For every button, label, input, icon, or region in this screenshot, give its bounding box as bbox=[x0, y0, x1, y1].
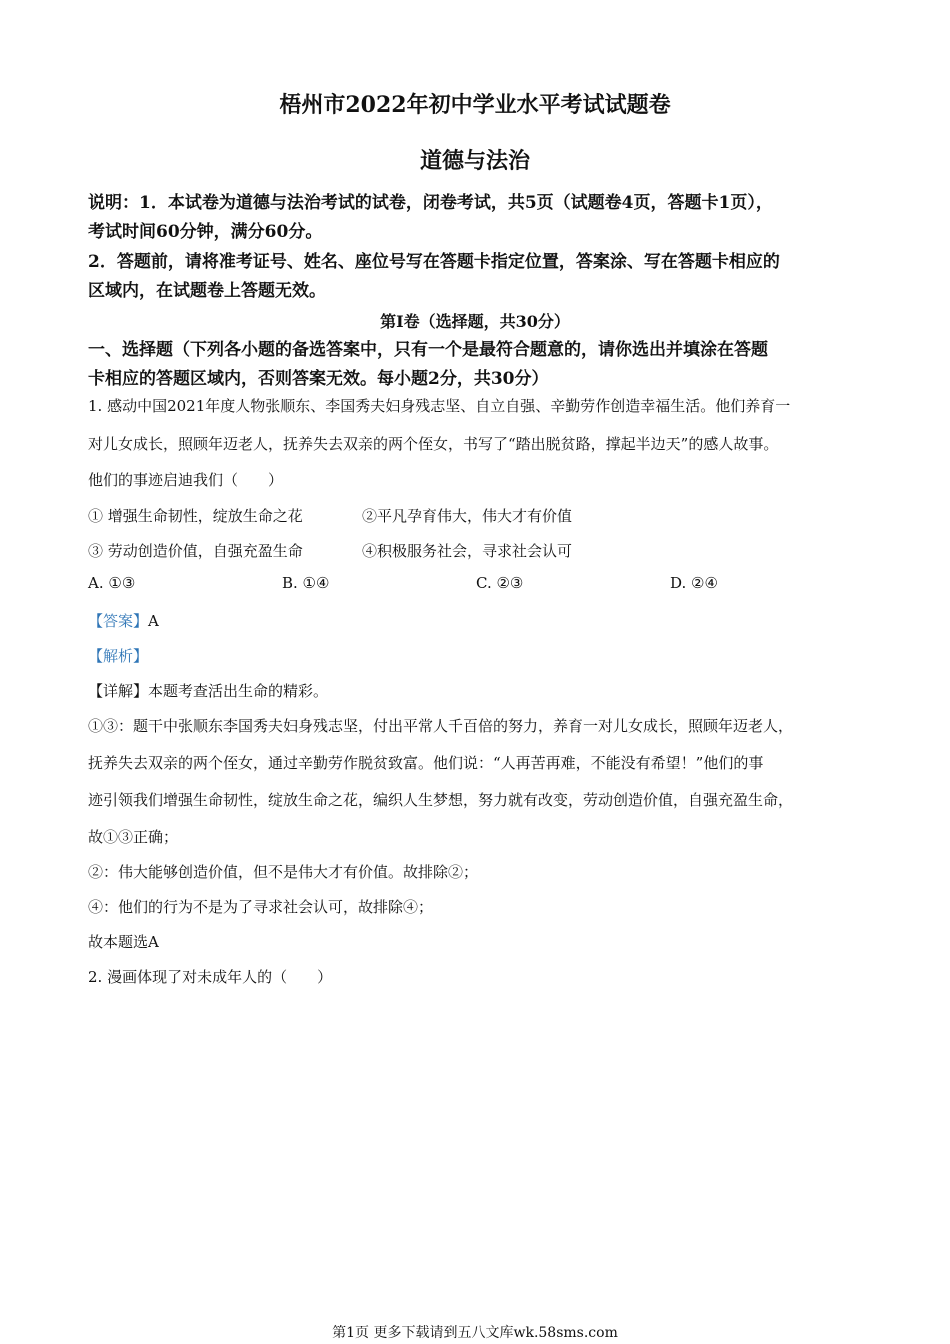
q1-explanation-line-4: 故①③正确； bbox=[88, 828, 179, 846]
q1-explanation-line-2: 抚养失去双亲的两个侄女，通过辛勤劳作脱贫致富。他们说：“人再苦再难，不能没有希望！”他们的事 bbox=[88, 754, 764, 772]
q1-explanation-line-3: 迹引领我们增强生命韧性，绽放生命之花，编织人生梦想，努力就有改变，劳动创造价值，自强充盈生命， bbox=[88, 791, 794, 809]
q1-answer bbox=[88, 611, 159, 631]
instruction-note-1-line-2: 考试时间60分钟，满分60分。 bbox=[88, 222, 323, 242]
exam-title: 梧州市2022年初中学业水平考试试题卷 bbox=[279, 92, 671, 118]
q1-stem-line-3: 他们的事迹启迪我们（ ） bbox=[88, 471, 284, 489]
q1-item-2: ②平凡孕育伟大，伟大才有价值 bbox=[362, 507, 573, 525]
part-one-heading-line-1: 一、选择题（下列各小题的备选答案中，只有一个是最符合题意的，请你选出并填涂在答题 bbox=[88, 340, 768, 360]
q1-item-4: ④积极服务社会，寻求社会认可 bbox=[362, 542, 573, 560]
analysis-tag: 【解析】 bbox=[88, 647, 149, 665]
section-heading: 第I卷（选择题，共30分） bbox=[380, 312, 570, 331]
instruction-note-1 bbox=[88, 189, 868, 247]
exam-subject: 道德与法治 bbox=[419, 148, 530, 174]
answer-tag: 【答案】 bbox=[88, 612, 149, 630]
detail-text: 本题考查活出生命的精彩。 bbox=[148, 682, 329, 700]
q1-detail bbox=[88, 681, 328, 701]
instruction-note-2 bbox=[88, 248, 868, 306]
q1-option-c: C. ②③ bbox=[476, 574, 524, 592]
page-footer: 第1页 更多下载请到五八文库wk.58sms.com bbox=[332, 1325, 618, 1341]
q1-conclusion: 故本题选A bbox=[88, 933, 159, 951]
q1-option-d: D. ②④ bbox=[670, 574, 718, 592]
detail-tag: 【详解】 bbox=[88, 682, 149, 700]
instruction-note-1-line-1: 说明：1．本试卷为道德与法治考试的试卷，闭卷考试，共5页（试题卷4页，答题卡1页）， bbox=[88, 193, 773, 213]
q1-stem-line-2: 对儿女成长，照顾年迈老人，抚养失去双亲的两个侄女，书写了“踏出脱贫路，撑起半边天”的感人故事。 bbox=[88, 435, 779, 453]
q1-option-a: A. ①③ bbox=[88, 574, 136, 592]
q1-item-1: ① 增强生命韧性，绽放生命之花 bbox=[88, 507, 303, 525]
instruction-note-2-line-1: 2．答题前，请将准考证号、姓名、座位号写在答题卡指定位置，答案涂、写在答题卡相应的 bbox=[88, 252, 780, 272]
q1-option-b: B. ①④ bbox=[282, 574, 330, 592]
answer-value: A bbox=[148, 612, 159, 630]
q1-item-3: ③ 劳动创造价值，自强充盈生命 bbox=[88, 542, 303, 560]
q1-explanation-2: ②：伟大能够创造价值，但不是伟大才有价值。故排除②； bbox=[88, 863, 479, 881]
q1-stem-line-1: 1. 感动中国2021年度人物张顺东、李国秀夫妇身残志坚、自立自强、辛勤劳作创造幸福生活。他们养育一 bbox=[88, 397, 791, 415]
q1-explanation-3: ④：他们的行为不是为了寻求社会认可，故排除④； bbox=[88, 898, 434, 916]
instruction-note-2-line-2: 区域内，在试题卷上答题无效。 bbox=[88, 281, 326, 301]
part-one-heading bbox=[88, 336, 868, 394]
q1-explanation-line-1: ①③：题干中张顺东李国秀夫妇身残志坚，付出平常人千百倍的努力，养育一对儿女成长，照顾年迈老人， bbox=[88, 717, 794, 735]
part-one-heading-line-2: 卡相应的答题区域内，否则答案无效。每小题2分，共30分） bbox=[88, 369, 549, 389]
q2-stem: 2. 漫画体现了对未成年人的（ ） bbox=[88, 968, 333, 986]
